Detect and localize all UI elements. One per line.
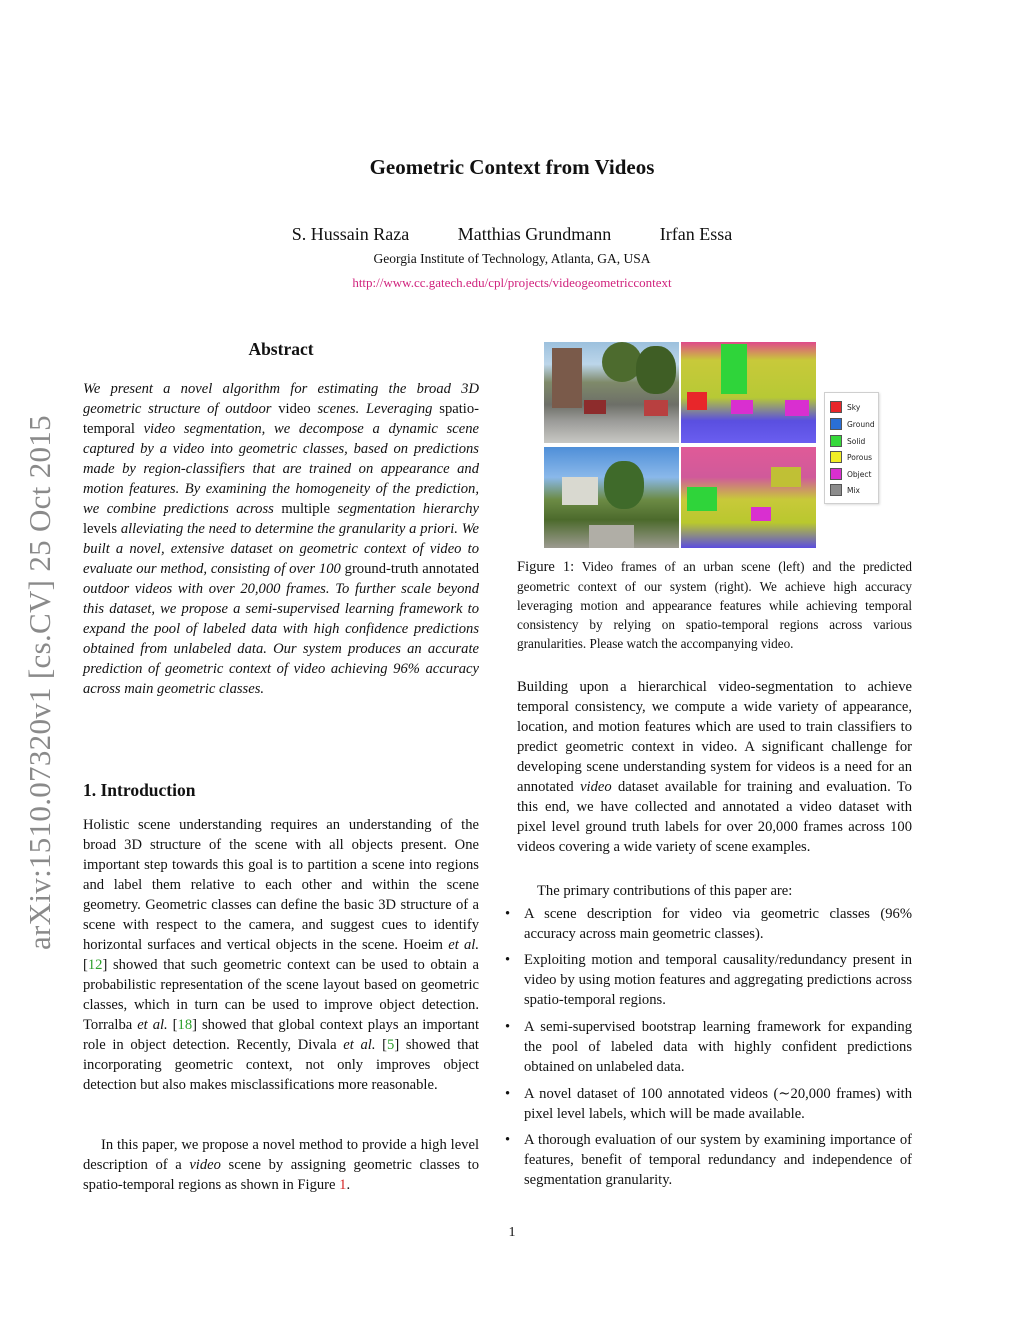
section-heading-introduction: 1. Introduction	[83, 780, 196, 800]
abstract-heading: Abstract	[248, 339, 314, 359]
author-name: Matthias Grundmann	[457, 224, 612, 244]
legend-item-object: Object	[830, 468, 871, 481]
citation-link[interactable]: 5	[387, 1037, 395, 1053]
list-item: • A novel dataset of 100 annotated videos (∼20,000 frames) with pixel level labels, which will be made available.	[505, 1086, 912, 1122]
legend-item-sky: Sky	[830, 401, 860, 414]
body-paragraph: Building upon a hierarchical video-segmentation to achieve temporal consistency, we compute a wide variety of appearance, location, and motion features which are used to train classifiers to predict geometric context in video. A significant challenge for developing scene understanding system for videos is a need for an annotated video dataset available for training and evaluation. To this end, we have collected and annotated a video dataset with pixel level ground truth labels for over 20,000 frames across 100 videos covering a wide variety of scene examples.	[517, 679, 912, 855]
citation-link[interactable]: 12	[87, 957, 103, 973]
figure-legend	[824, 392, 879, 504]
abstract-body: We present a novel algorithm for estimating the broad 3D geometric structure of outdoor video scenes. Leveraging spatio-temporal video segmentation, we decompose a dynamic scene captured by a video into geometric classes, based on predictions made by region-classifiers that are trained on appearance and motion features. By examining the homogeneity of the prediction, we combine predictions across multiple segmentation hierarchy levels alleviating the need to determine the granularity a priori. We built a novel, extensive dataset on geometric context of video to evaluate our method, consisting of over 100 ground-truth annotated outdoor videos with over 20,000 frames. To further scale beyond this dataset, we propose a semi-supervised learning framework to expand the pool of labeled data with high confidence predictions obtained from unlabeled data. Our system produces an accurate prediction of geometric context of video achieving 96% accuracy across main geometric classes.	[83, 381, 480, 697]
legend-item-mix: Mix	[830, 484, 860, 497]
legend-item-solid: Solid	[830, 435, 865, 448]
author-list	[0, 224, 1024, 245]
list-item: • A scene description for video via geometric classes (96% accuracy across main geometric classes).	[505, 906, 912, 942]
paper-title: Geometric Context from Videos	[369, 155, 655, 179]
video-frame-prediction	[681, 342, 816, 443]
video-frame-original	[544, 447, 679, 548]
legend-item-porous: Porous	[830, 451, 872, 464]
arxiv-watermark: arXiv:1510.07320v1 [cs.CV] 25 Oct 2015	[22, 415, 57, 950]
legend-item-ground: Ground	[830, 418, 875, 431]
affiliation: Georgia Institute of Technology, Atlanta, GA, USA	[373, 251, 651, 266]
list-item: • A thorough evaluation of our system by examining importance of features, benefit of temporal redundancy and independence of segmentation granularity.	[505, 1132, 912, 1188]
contributions-intro: The primary contributions of this paper are:	[537, 883, 793, 899]
author-name: S. Hussain Raza	[291, 224, 410, 244]
intro-paragraph: In this paper, we propose a novel method to provide a high level description of a video scene by assigning geometric classes to spatio-temporal regions as shown in Figure 1.	[83, 1137, 479, 1193]
list-item: • Exploiting motion and temporal causality/redundancy present in video by using motion features and aggregating predictions across spatio-temporal regions.	[505, 952, 912, 1008]
video-frame-original	[544, 342, 679, 443]
citation-link[interactable]: 18	[177, 1017, 193, 1033]
list-item: • A semi-supervised bootstrap learning framework for expanding the pool of labeled data with highly confident predictions obtained on unlabeled data.	[505, 1019, 912, 1075]
figure-caption: Figure 1: Video frames of an urban scene (left) and the predicted geometric context of our system (right). We achieve high accuracy leveraging motion and appearance features while achieving temporal consistency by relying on spatio-temporal regions across various granularities. Please watch the accompanying video.	[517, 559, 913, 651]
figure-reference-link[interactable]: 1	[339, 1177, 347, 1193]
page-number: 1	[508, 1225, 516, 1240]
video-frame-prediction	[681, 447, 816, 548]
project-url-link[interactable]: http://www.cc.gatech.edu/cpl/projects/videogeometriccontext	[352, 275, 672, 290]
intro-paragraph: Holistic scene understanding requires an understanding of the broad 3D structure of the scene with all objects present. One important step towards this goal is to partition a scene into regions and label them relative to each other and within the scene geometry. Geometric classes can define the basic 3D structure of a scene with respect to the camera, and suggest cues to identify horizontal surfaces and vertical objects in the scene. Hoeim et al. [12] showed that such geometric context can be used to obtain a probabilistic representation of the scene layout based on geometric classes, which in turn can be used to improve object detection. Torralba et al. [18] showed that global context plays an important role in object detection. Recently, Divala et al. [5] showed that incorporating geometric context, not only improves object detection but also makes misclassifications more reasonable.	[83, 817, 480, 1093]
author-name: Irfan Essa	[659, 224, 733, 244]
